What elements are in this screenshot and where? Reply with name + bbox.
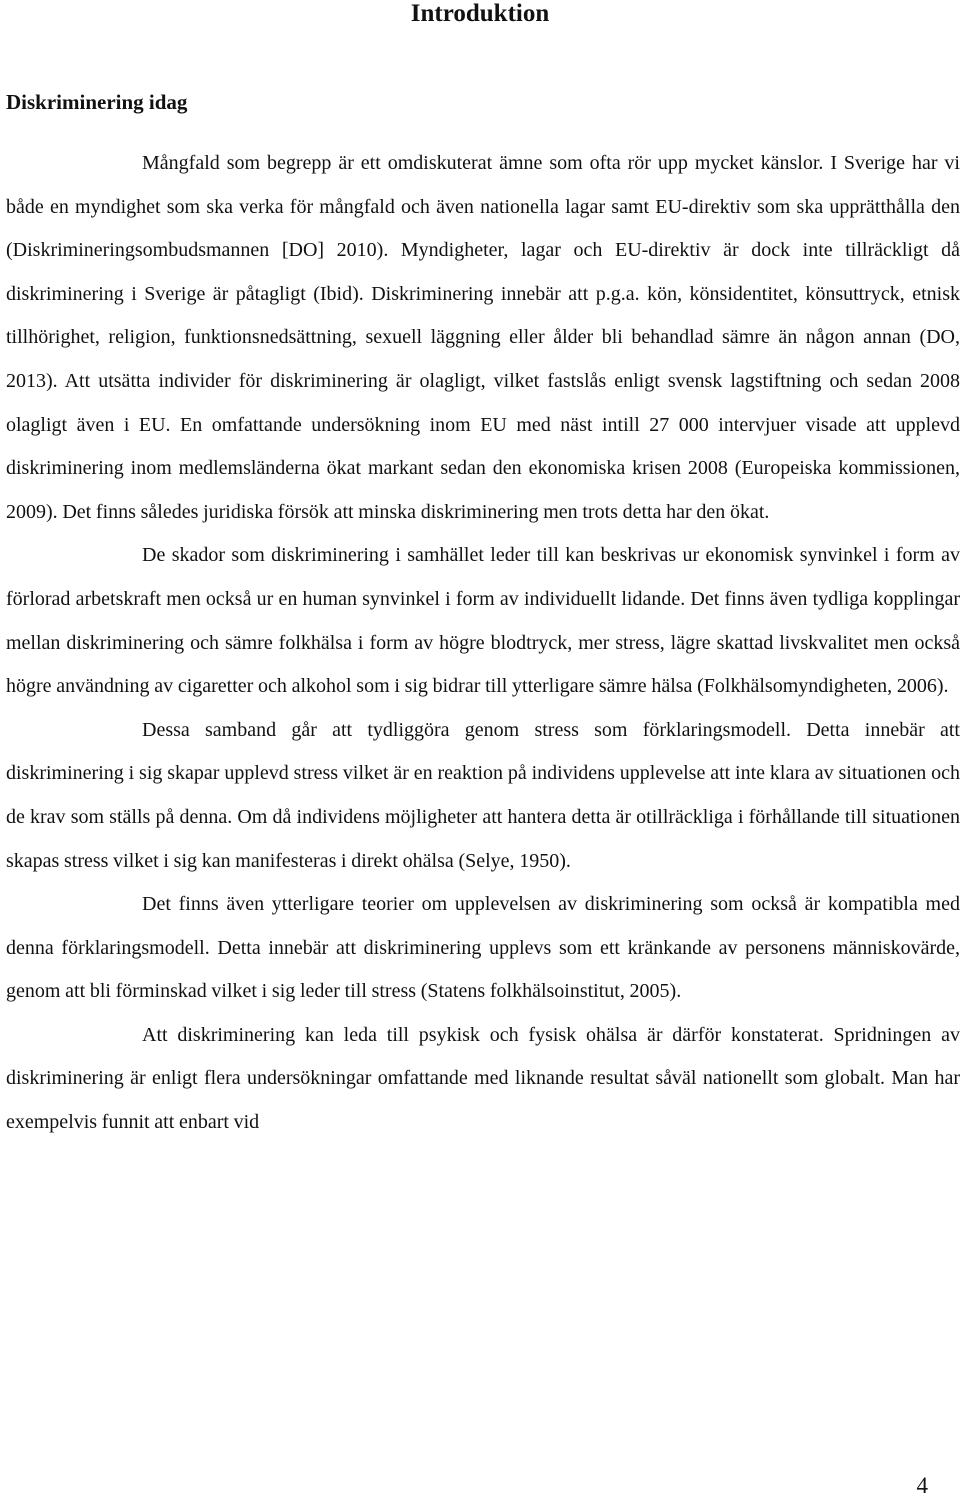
section-heading: Diskriminering idag xyxy=(6,90,188,114)
paragraph-1: Mångfald som begrepp är ett omdiskuterat ämne som ofta rör upp mycket känslor. I Sverige har vi både en myndighet som ska verka för mångfald och även nationella lagar samt EU-direktiv som ska upprätthålla den (Diskrimineringsombudsmannen [DO] 2010). Myndigheter, lagar och EU-direktiv är dock inte tillräckligt då diskriminering i Sverige är påtagligt (Ibid). Diskriminering innebär att p.g.a. kön, könsidentitet, könsuttryck, etnisk tillhörighet, religion, funktionsnedsättning, sexuell läggning eller ålder bli behandlad sämre än någon annan (DO, 2013). Att utsätta individer för diskriminering är olagligt, vilket fastslås enligt svensk lagstiftning och sedan 2008 olagligt även i EU. En omfattande undersökning inom EU med näst intill 27 000 intervjuer visade att upplevd diskriminering inom medlemsländerna ökat markant sedan den ekonomiska krisen 2008 (Europeiska kommissionen, 2009). Det finns således juridiska försök att minska diskriminering men trots detta har den ökat. xyxy=(6,152,960,523)
page-title: Introduktion xyxy=(410,0,550,27)
paragraph-4: Det finns även ytterligare teorier om upplevelsen av diskriminering som också är kompatibla med denna förklaringsmodell. Detta innebär att diskriminering upplevs som ett kränkande av personens människovärde, genom att bli förminskad vilket i sig leder till stress (Statens folkhälsoinstitut, 2005). xyxy=(6,893,960,1003)
paragraph-2: De skador som diskriminering i samhället leder till kan beskrivas ur ekonomisk synvinkel i form av förlorad arbetskraft men också ur en human synvinkel i form av individuellt lidande. Det finns även tydliga kopplingar mellan diskriminering och sämre folkhälsa i form av högre blodtryck, mer stress, lägre skattad livskvalitet men också högre användning av cigaretter och alkohol som i sig bidrar till ytterligare sämre hälsa (Folkhälsomyndigheten, 2006). xyxy=(6,544,960,698)
paragraph-3: Dessa samband går att tydliggöra genom stress som förklaringsmodell. Detta innebär att diskriminering i sig skapar upplevd stress vilket är en reaktion på individens upplevelse att inte klara av situationen och de krav som ställs på denna. Om då individens möjligheter att hantera detta är otillräckliga i förhållande till situationen skapas stress vilket i sig kan manifesteras i direkt ohälsa (Selye, 1950). xyxy=(6,718,960,872)
page-number: 4 xyxy=(916,1473,928,1498)
paragraph-5: Att diskriminering kan leda till psykisk och fysisk ohälsa är därför konstaterat. Spridningen av diskriminering är enligt flera undersökningar omfattande med liknande resultat såväl nationellt som globalt. Man har exempelvis funnit att enbart vid xyxy=(6,1023,960,1134)
body-text xyxy=(6,142,960,1145)
